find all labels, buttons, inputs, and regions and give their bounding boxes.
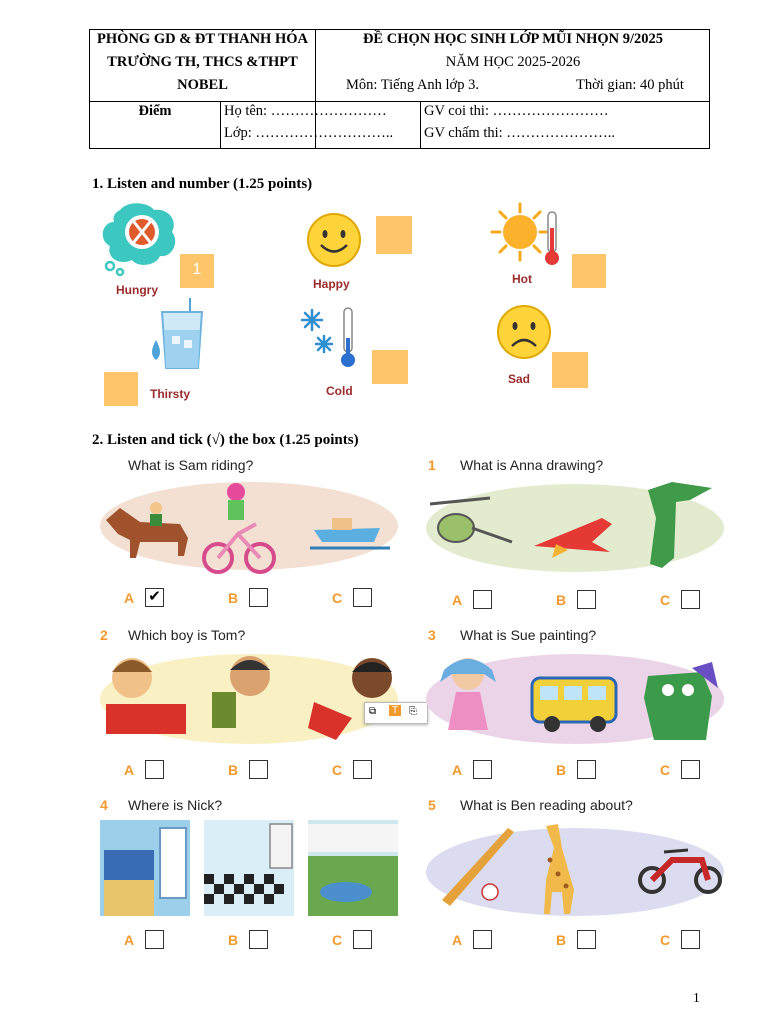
question-5-option-a-checkbox[interactable] <box>473 930 492 949</box>
question-3-option-a-checkbox[interactable] <box>473 760 492 779</box>
doll-bus-monster-picture <box>426 648 724 748</box>
question-5-number: 5 <box>428 797 436 813</box>
question-example-option-b-checkbox[interactable] <box>249 588 268 607</box>
exam-time: Thời gian: 40 phút <box>576 77 684 93</box>
question-2-option-a-checkbox[interactable] <box>145 760 164 779</box>
hungry-icon <box>98 200 182 284</box>
page-number: 1 <box>693 990 700 1005</box>
thirsty-number-box[interactable] <box>104 372 138 406</box>
question-2-option-c-checkbox[interactable] <box>353 760 372 779</box>
question-example-option-b-letter: B <box>228 590 239 606</box>
question-3-option-b-letter: B <box>556 762 567 778</box>
glass-of-water-icon <box>146 296 212 382</box>
question-4-number: 4 <box>100 797 108 813</box>
subject: Môn: Tiếng Anh lớp 3. <box>346 77 479 93</box>
question-5-option-b-letter: B <box>556 932 567 948</box>
question-1-option-b-checkbox[interactable] <box>577 590 596 609</box>
check-mark-icon: ✔ <box>148 589 161 605</box>
question-1-option-a-checkbox[interactable] <box>473 590 492 609</box>
question-1-text: What is Anna drawing? <box>460 457 604 473</box>
grader-field: GV chấm thi: ………………….. <box>424 125 616 141</box>
question-4-option-b-letter: B <box>228 932 239 948</box>
question-1-number: 1 <box>428 457 436 473</box>
question-5-option-b-checkbox[interactable] <box>577 930 596 949</box>
hot-number-box[interactable] <box>572 254 606 288</box>
three-boys-with-toys-picture <box>100 648 398 748</box>
happy-label: Happy <box>313 277 350 291</box>
question-1-option-a-letter: A <box>452 592 463 608</box>
copy-icon[interactable]: ⧉ <box>369 706 377 717</box>
question-4-text: Where is Nick? <box>128 797 223 813</box>
question-5-option-c-letter: C <box>660 932 671 948</box>
student-name-field: Họ tên: …………………… <box>224 103 387 119</box>
cold-number-box[interactable] <box>372 350 408 384</box>
helicopter-plane-crocodile-picture <box>426 478 724 578</box>
question-example-text: What is Sam riding? <box>128 457 254 473</box>
bat-giraffe-motorbike-picture <box>426 820 724 920</box>
question-example-option-c-letter: C <box>332 590 343 606</box>
cold-label: Cold <box>326 384 353 398</box>
question-4-option-b-checkbox[interactable] <box>249 930 268 949</box>
section1-title: 1. Listen and number (1.25 points) <box>92 176 313 192</box>
sun-thermometer-icon <box>490 200 566 270</box>
question-2-option-b-checkbox[interactable] <box>249 760 268 779</box>
question-2-text: Which boy is Tom? <box>128 627 246 643</box>
sad-picture <box>494 302 554 362</box>
question-2-option-b-letter: B <box>228 762 239 778</box>
question-4-option-c-letter: C <box>332 932 343 948</box>
question-4-option-c-checkbox[interactable] <box>353 930 372 949</box>
question-2-option-c-letter: C <box>332 762 343 778</box>
section2-title: 2. Listen and tick (√) the box (1.25 points) <box>92 432 359 448</box>
question-2-option-a-letter: A <box>124 762 135 778</box>
school-name-line1: TRƯỜNG TH, THCS &THPT <box>107 54 298 70</box>
text-format-popup[interactable] <box>364 702 428 724</box>
question-example-option-c-checkbox[interactable] <box>353 588 372 607</box>
question-1-option-c-checkbox[interactable] <box>681 590 700 609</box>
question-3-option-a-letter: A <box>452 762 463 778</box>
school-name-line2: NOBEL <box>177 77 228 93</box>
sad-number-box[interactable] <box>552 352 588 388</box>
class-field: Lớp: ……………………….. <box>224 125 394 141</box>
question-3-option-c-letter: C <box>660 762 671 778</box>
hungry-label: Hungry <box>116 283 158 297</box>
question-1-option-c-letter: C <box>660 592 671 608</box>
question-5-text: What is Ben reading about? <box>460 797 633 813</box>
question-5-option-c-checkbox[interactable] <box>681 930 700 949</box>
question-5-option-a-letter: A <box>452 932 463 948</box>
department-name: PHÒNG GD & ĐT THANH HÓA <box>97 31 308 47</box>
hot-picture <box>490 200 566 270</box>
happy-picture <box>304 210 364 270</box>
happy-number-box[interactable] <box>376 216 412 254</box>
question-3-number: 3 <box>428 627 436 643</box>
question-3-text: What is Sue painting? <box>460 627 597 643</box>
question-4-option-a-checkbox[interactable] <box>145 930 164 949</box>
thirsty-picture <box>146 296 212 382</box>
horse-bike-boat-picture <box>100 478 398 578</box>
question-1-option-b-letter: B <box>556 592 567 608</box>
text-icon[interactable]: T <box>389 705 401 716</box>
snowflake-thermometer-icon <box>298 304 362 376</box>
thirsty-label: Thirsty <box>150 387 191 401</box>
question-2-number: 2 <box>100 627 108 643</box>
hungry-number-box[interactable]: 1 <box>180 254 214 288</box>
happy-face-icon <box>304 210 364 270</box>
sad-label: Sad <box>508 372 531 386</box>
paste-icon[interactable]: ⎘ <box>409 706 417 717</box>
question-3-option-b-checkbox[interactable] <box>577 760 596 779</box>
sad-face-icon <box>494 302 554 362</box>
question-example-option-a-checkbox[interactable] <box>145 588 164 607</box>
school-year: NĂM HỌC 2025-2026 <box>445 54 581 70</box>
proctor-field: GV coi thi: …………………… <box>424 103 609 119</box>
exam-title: ĐỀ CHỌN HỌC SINH LỚP MŨI NHỌN 9/2025 <box>362 31 664 47</box>
question-example-option-a-letter: A <box>124 590 135 606</box>
hot-label: Hot <box>512 272 532 286</box>
bedroom-kitchen-garden-picture <box>100 820 398 916</box>
cold-picture <box>298 304 362 376</box>
question-3-option-c-checkbox[interactable] <box>681 760 700 779</box>
score-label: Điểm <box>138 103 172 119</box>
question-4-option-a-letter: A <box>124 932 135 948</box>
hungry-picture <box>98 200 182 284</box>
